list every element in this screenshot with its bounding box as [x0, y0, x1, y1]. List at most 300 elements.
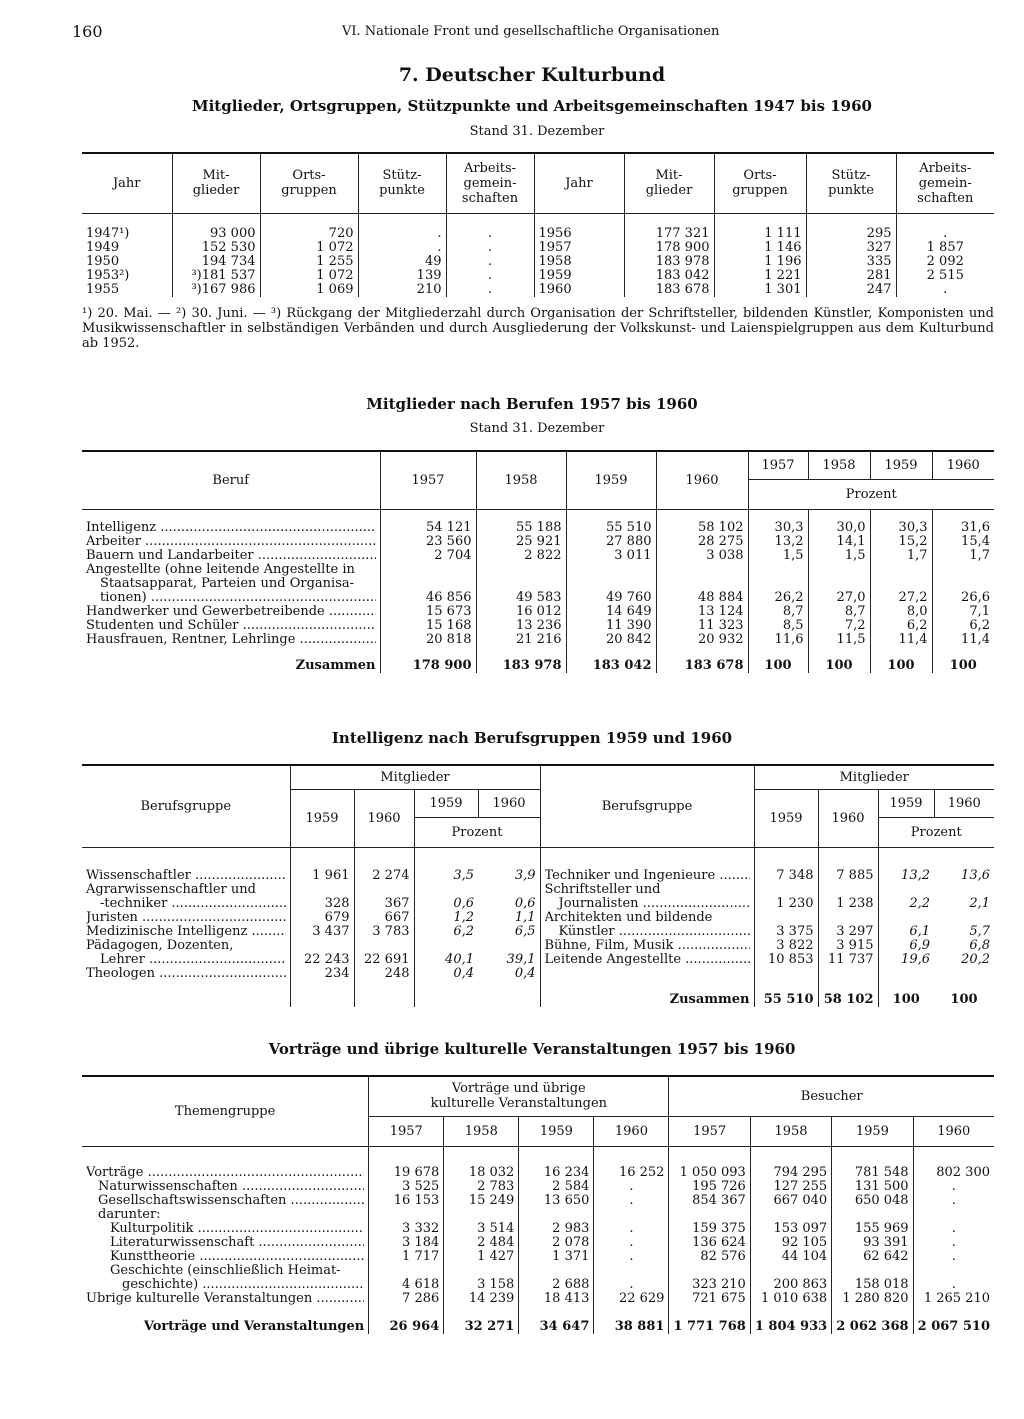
col-header: Mit- glieder [624, 153, 714, 213]
table-cell [354, 939, 414, 953]
row-label-text: Übrige kulturelle Veranstaltungen ..... [86, 1292, 364, 1306]
table-cell: 1,5 [748, 549, 808, 563]
row-label [82, 535, 380, 549]
row-label [82, 897, 290, 911]
table-cell [913, 1208, 994, 1222]
table-cell: 139 [358, 269, 446, 283]
table-cell: . [446, 283, 534, 297]
table-cell [750, 1264, 831, 1278]
table-cell: 2 783 [444, 1180, 519, 1194]
table-cell [934, 911, 994, 925]
table-row [82, 577, 994, 591]
row-label [540, 869, 754, 883]
table-cell: 281 [806, 269, 896, 283]
table-cell: 15,4 [932, 535, 994, 549]
table-cell [290, 939, 354, 953]
table-cell: 27,0 [808, 591, 870, 605]
table-cell: 2 822 [476, 549, 566, 563]
table-cell [656, 577, 748, 591]
row-label [82, 549, 380, 563]
table-cell: 183 678 [624, 283, 714, 297]
col-header-events: Vorträge und übrige kulturelle Veranstaltungen [369, 1076, 669, 1116]
table-cell: 247 [806, 283, 896, 297]
table-cell: 3 184 [369, 1236, 444, 1250]
row-label [82, 953, 290, 967]
table-row [82, 939, 994, 953]
col-header-year: 1958 [476, 451, 566, 509]
total-row [82, 1306, 994, 1334]
table-cell: 131 500 [832, 1180, 913, 1194]
table-cell: . [446, 269, 534, 283]
table-row [82, 1180, 994, 1194]
col-header: Jahr [534, 153, 624, 213]
row-label-text: Gesellschaftswissenschaften ..... [86, 1194, 364, 1208]
table-cell: . [594, 1222, 669, 1236]
table-cell: 100 [950, 992, 978, 1007]
table-cell: 248 [354, 967, 414, 981]
col-header-percent: Prozent [878, 817, 994, 847]
row-label-text: Medizinische Intelligenz ..... [86, 925, 286, 939]
table-row [82, 521, 994, 535]
table-cell: 1947¹) [86, 226, 130, 241]
table-cell: 18 032 [444, 1166, 519, 1180]
row-label-text: Techniker und Ingenieure ..... [545, 869, 750, 883]
table-cell: 295 [806, 227, 896, 241]
table-cell: 30,3 [748, 521, 808, 535]
row-label [82, 925, 290, 939]
table-row [82, 911, 994, 925]
col-header: Arbeits- gemein- schaften [896, 153, 994, 213]
table-cell [932, 577, 994, 591]
row-label-text: geschichte) ..... [86, 1278, 364, 1292]
table-cell [354, 883, 414, 897]
table-cell: 1957 [534, 241, 624, 255]
row-label [82, 1278, 369, 1292]
table-row [82, 925, 994, 939]
table-cell: . [594, 1180, 669, 1194]
table-cell: 194 734 [172, 255, 260, 269]
col-header-year: 1957 [380, 451, 476, 509]
row-label-text: Studenten und Schüler ..... [86, 619, 376, 633]
table-row [82, 897, 994, 911]
row-label-text: Kulturpolitik ..... [86, 1222, 364, 1236]
table-cell: ³)167 986 [172, 283, 260, 297]
table-cell: 55 510 [566, 521, 656, 535]
table-cell: 183 042 [566, 647, 656, 673]
table-cell [476, 577, 566, 591]
row-label-text: Journalisten ..... [545, 897, 750, 911]
table-cell: 31,6 [932, 521, 994, 535]
row-label-text: Leitende Angestellte ..... [545, 953, 750, 967]
table-cell: 1,5 [808, 549, 870, 563]
table-cell: 183 678 [656, 647, 748, 673]
table-cell [656, 563, 748, 577]
members-table [82, 152, 994, 297]
table-cell: 1 230 [754, 897, 818, 911]
table-cell: 7 286 [369, 1292, 444, 1306]
table-cell: 183 042 [624, 269, 714, 283]
table-cell [594, 1208, 669, 1222]
col-header-percent: Prozent [748, 479, 994, 509]
table-cell: 15 249 [444, 1194, 519, 1208]
row-label-text: Wissenschaftler ..... [86, 869, 286, 883]
table-cell [380, 563, 476, 577]
table-cell: 28 275 [656, 535, 748, 549]
row-label [82, 911, 290, 925]
table1-note: Stand 31. Dezember [469, 124, 605, 139]
table-cell: 46 856 [380, 591, 476, 605]
table-cell: . [446, 227, 534, 241]
table-cell: 40,1 [414, 953, 478, 967]
table-cell: 720 [260, 227, 358, 241]
table-cell: 158 018 [832, 1278, 913, 1292]
col-header-year: 1960 [478, 789, 540, 817]
table-cell: . [896, 227, 994, 241]
table-cell: 1 238 [818, 897, 878, 911]
row-label [82, 1222, 369, 1236]
table-cell: 100 [748, 647, 808, 673]
table-cell [748, 563, 808, 577]
table-cell: 39,1 [506, 952, 536, 967]
col-header: Stütz- punkte [358, 153, 446, 213]
running-title: VI. Nationale Front und gesellschaftliche Organisationen [342, 24, 720, 39]
table-cell [290, 883, 354, 897]
total-label: Zusammen [540, 981, 754, 1007]
table-cell: 1 221 [714, 269, 806, 283]
table-cell: 2 092 [896, 255, 994, 269]
table-row [82, 1166, 994, 1180]
table-cell: 3 375 [754, 925, 818, 939]
row-label-text: -techniker ..... [86, 897, 286, 911]
row-label [82, 1208, 369, 1222]
row-label-text: Lehrer ..... [86, 953, 286, 967]
table-cell: 13 236 [476, 619, 566, 633]
events-table [82, 1075, 994, 1334]
col-header-mitglieder: Mitglieder [290, 765, 540, 789]
table-cell: 5,7 [969, 924, 990, 939]
table-cell [669, 1208, 750, 1222]
table-cell [818, 911, 878, 925]
table-cell: ³)181 537 [172, 269, 260, 283]
col-header-year: 1958 [808, 451, 870, 479]
table-cell: 8,7 [748, 605, 808, 619]
table-cell: . [446, 241, 534, 255]
table-cell: 7,1 [932, 605, 994, 619]
table-cell: . [358, 241, 446, 255]
table-cell: 1 771 768 [669, 1306, 750, 1334]
table-cell: 159 375 [669, 1222, 750, 1236]
table-cell: 20 932 [656, 633, 748, 647]
table-cell [414, 939, 478, 953]
col-header-berufsgruppe: Berufsgruppe [82, 765, 290, 847]
col-header-year: 1958 [750, 1116, 831, 1146]
table-cell: 1956 [534, 227, 624, 241]
professions-table [82, 450, 994, 673]
table-cell: 6,1 [878, 925, 934, 939]
row-label-text: Juristen ..... [86, 911, 286, 925]
table3-title: Intelligenz nach Berufsgruppen 1959 und 1960 [331, 729, 733, 747]
table-cell: 177 321 [624, 227, 714, 241]
table-cell [750, 1208, 831, 1222]
table-cell: . [913, 1236, 994, 1250]
table-cell: 23 560 [380, 535, 476, 549]
table-cell [913, 1264, 994, 1278]
table-cell: 30,3 [870, 521, 932, 535]
table-row [82, 1278, 994, 1292]
table-cell: 650 048 [832, 1194, 913, 1208]
row-label [82, 1194, 369, 1208]
table-cell [878, 883, 934, 897]
col-header-year: 1959 [878, 789, 934, 817]
table-cell [832, 1264, 913, 1278]
row-label-text: Theologen ..... [86, 967, 286, 981]
table-row [82, 967, 994, 981]
table-cell: 2 062 368 [832, 1306, 913, 1334]
table-cell: 3 822 [754, 939, 818, 953]
table-cell: 11,5 [808, 633, 870, 647]
table-cell: 8,0 [870, 605, 932, 619]
col-header: Orts- gruppen [260, 153, 358, 213]
table-cell: 2 067 510 [913, 1306, 994, 1334]
row-label [82, 1180, 369, 1194]
table-cell: 18 413 [519, 1292, 594, 1306]
table-cell: 1 050 093 [669, 1166, 750, 1180]
table-cell: 58 102 [818, 981, 878, 1007]
table-cell: 1,7 [870, 549, 932, 563]
table-cell [878, 911, 934, 925]
table-cell: 58 102 [656, 521, 748, 535]
table-cell: 127 255 [750, 1180, 831, 1194]
table-cell: 3 514 [444, 1222, 519, 1236]
table-cell [808, 563, 870, 577]
col-header-year: 1959 [566, 451, 656, 509]
table-cell: . [594, 1278, 669, 1292]
table-cell: 11 737 [818, 953, 878, 967]
table-cell: 49 760 [566, 591, 656, 605]
table-cell [832, 1208, 913, 1222]
col-header-year: 1959 [832, 1116, 913, 1146]
col-header-year: 1960 [818, 789, 878, 847]
col-header-year: 1960 [656, 451, 748, 509]
table-cell: 781 548 [832, 1166, 913, 1180]
table-cell: 1 196 [714, 255, 806, 269]
table-cell: 54 121 [380, 521, 476, 535]
col-header-visitors: Besucher [669, 1076, 994, 1116]
row-label-text: Handwerker und Gewerbetreibende ..... [86, 605, 376, 619]
col-header: Jahr [82, 153, 172, 213]
table-row [82, 869, 994, 883]
table-cell: 0,6 [514, 896, 536, 911]
table-row [82, 255, 994, 269]
row-label-text: Vorträge ..... [86, 1166, 364, 1180]
row-label [82, 1264, 369, 1278]
table-cell: 679 [290, 911, 354, 925]
table-cell: 3 158 [444, 1278, 519, 1292]
table-cell: 195 726 [669, 1180, 750, 1194]
table-cell: . [913, 1222, 994, 1236]
table1-title: Mitglieder, Ortsgruppen, Stützpunkte und Arbeitsgemeinschaften 1947 bis 1960 [191, 97, 872, 115]
row-label-text: darunter: [98, 1208, 161, 1222]
table-cell: 16 153 [369, 1194, 444, 1208]
table-cell: 667 [354, 911, 414, 925]
row-label-text: Pädagogen, Dozenten, [86, 939, 234, 953]
table-cell: 38 881 [594, 1306, 669, 1334]
table-cell [566, 577, 656, 591]
table-cell: 21 216 [476, 633, 566, 647]
row-label-text: Agrarwissenschaftler und [86, 883, 256, 897]
table-cell: 7,2 [808, 619, 870, 633]
table-cell: 27 880 [566, 535, 656, 549]
table-row [82, 883, 994, 897]
row-label [82, 939, 290, 953]
table-cell: 19,6 [878, 953, 934, 967]
table-cell: 1 010 638 [750, 1292, 831, 1306]
table-cell: 1 072 [260, 269, 358, 283]
table-cell: 15,2 [870, 535, 932, 549]
col-header: Arbeits- gemein- schaften [446, 153, 534, 213]
table-cell: 2 584 [519, 1180, 594, 1194]
row-label [82, 883, 290, 897]
table-row [82, 1222, 994, 1236]
table-cell: 100 [932, 647, 994, 673]
table-cell: 1959 [534, 269, 624, 283]
table-cell: 14 239 [444, 1292, 519, 1306]
table-cell: 1,1 [514, 910, 536, 925]
table-cell: 3 332 [369, 1222, 444, 1236]
table-cell: 1 961 [290, 869, 354, 883]
table-cell [748, 577, 808, 591]
table-cell: 1 265 210 [913, 1292, 994, 1306]
table-cell: 15 673 [380, 605, 476, 619]
table-cell [669, 1264, 750, 1278]
table-cell: . [913, 1250, 994, 1264]
row-label [540, 883, 754, 897]
col-header-year: 1959 [519, 1116, 594, 1146]
table-cell: 1 111 [714, 227, 806, 241]
section-title: 7. Deutscher Kulturbund [398, 64, 666, 86]
table-cell: 20 842 [566, 633, 656, 647]
table-cell: 100 [870, 647, 932, 673]
row-label-text: Geschichte (einschließlich Heimat- [110, 1264, 341, 1278]
intelligentsia-table [82, 764, 994, 1007]
table-cell: 2,2 [878, 897, 934, 911]
table-row [82, 535, 994, 549]
col-header-year: 1960 [932, 451, 994, 479]
table-cell: 16 012 [476, 605, 566, 619]
table-cell: 0,4 [514, 966, 536, 981]
table-row [82, 1292, 994, 1306]
table-cell: 3,9 [514, 868, 536, 883]
table-cell: 49 [358, 255, 446, 269]
table-cell: 2 078 [519, 1236, 594, 1250]
table-cell: 6,9 [878, 939, 934, 953]
row-label-text: Literaturwissenschaft ..... [86, 1236, 364, 1250]
table-cell: 1950 [86, 254, 120, 269]
table2-title: Mitglieder nach Berufen 1957 bis 1960 [366, 395, 698, 413]
table-cell: 20 818 [380, 633, 476, 647]
table-cell: 16 234 [519, 1166, 594, 1180]
row-label-text: Künstler ..... [545, 925, 750, 939]
row-label [82, 619, 380, 633]
table-cell: 1 371 [519, 1250, 594, 1264]
table-cell: 0,4 [414, 967, 478, 981]
table-row [82, 283, 994, 297]
table-cell: 367 [354, 897, 414, 911]
row-label-text: tionen) ..... [86, 591, 376, 605]
table-cell [818, 883, 878, 897]
table-cell [444, 1264, 519, 1278]
table-cell: 26,2 [748, 591, 808, 605]
table-row [82, 1208, 994, 1222]
table-cell: . [913, 1180, 994, 1194]
row-label-text: Bauern und Landarbeiter ..... [86, 549, 376, 563]
table-cell: 1,2 [414, 911, 478, 925]
table-cell: 3 915 [818, 939, 878, 953]
table2-note: Stand 31. Dezember [469, 421, 605, 436]
table-cell: 6,2 [870, 619, 932, 633]
table-cell: 22 691 [354, 953, 414, 967]
table-cell: . [913, 1278, 994, 1292]
table-cell [754, 911, 818, 925]
row-label-text: Architekten und bildende [544, 911, 713, 925]
table-cell: 4 618 [369, 1278, 444, 1292]
row-label-text: Schriftsteller und [544, 883, 661, 897]
table-cell: 32 271 [444, 1306, 519, 1334]
table-cell: 34 647 [519, 1306, 594, 1334]
table-cell: 210 [358, 283, 446, 297]
table-cell: . [594, 1236, 669, 1250]
table-cell: 1 804 933 [750, 1306, 831, 1334]
table-cell: 44 104 [750, 1250, 831, 1264]
table-row [82, 227, 994, 241]
table-cell: 183 978 [624, 255, 714, 269]
table-cell: 10 853 [754, 953, 818, 967]
row-label [82, 605, 380, 619]
table-cell: 721 675 [669, 1292, 750, 1306]
table-cell: 155 969 [832, 1222, 913, 1236]
table-cell: . [594, 1250, 669, 1264]
table-cell: . [896, 283, 994, 297]
col-header-year: 1957 [369, 1116, 444, 1146]
col-header-themengruppe: Themengruppe [82, 1076, 369, 1146]
row-label [540, 911, 754, 925]
row-label-text: Staatsapparat, Parteien und Organisa- [100, 577, 355, 591]
row-label [82, 869, 290, 883]
row-label [82, 633, 380, 647]
table-cell: 1 717 [369, 1250, 444, 1264]
table-cell: 667 040 [750, 1194, 831, 1208]
table-cell: 3,5 [414, 869, 478, 883]
table-cell: 794 295 [750, 1166, 831, 1180]
table-cell: 802 300 [913, 1166, 994, 1180]
table-cell: 11 323 [656, 619, 748, 633]
col-header-beruf: Beruf [82, 451, 380, 509]
col-header-year: 1958 [444, 1116, 519, 1146]
table-cell: 178 900 [380, 647, 476, 673]
col-header-percent: Prozent [414, 817, 540, 847]
table-cell: 2,1 [969, 896, 990, 911]
col-header-year: 1959 [290, 789, 354, 847]
col-header-year: 1960 [354, 789, 414, 847]
table-cell: 6,8 [969, 938, 990, 953]
row-label-text: Intelligenz ..... [86, 521, 376, 535]
table-cell: 2 688 [519, 1278, 594, 1292]
table-cell: 2 515 [896, 269, 994, 283]
table-cell [369, 1264, 444, 1278]
table-row [82, 953, 994, 967]
table-row [82, 591, 994, 605]
table-cell: 6,2 [414, 925, 478, 939]
